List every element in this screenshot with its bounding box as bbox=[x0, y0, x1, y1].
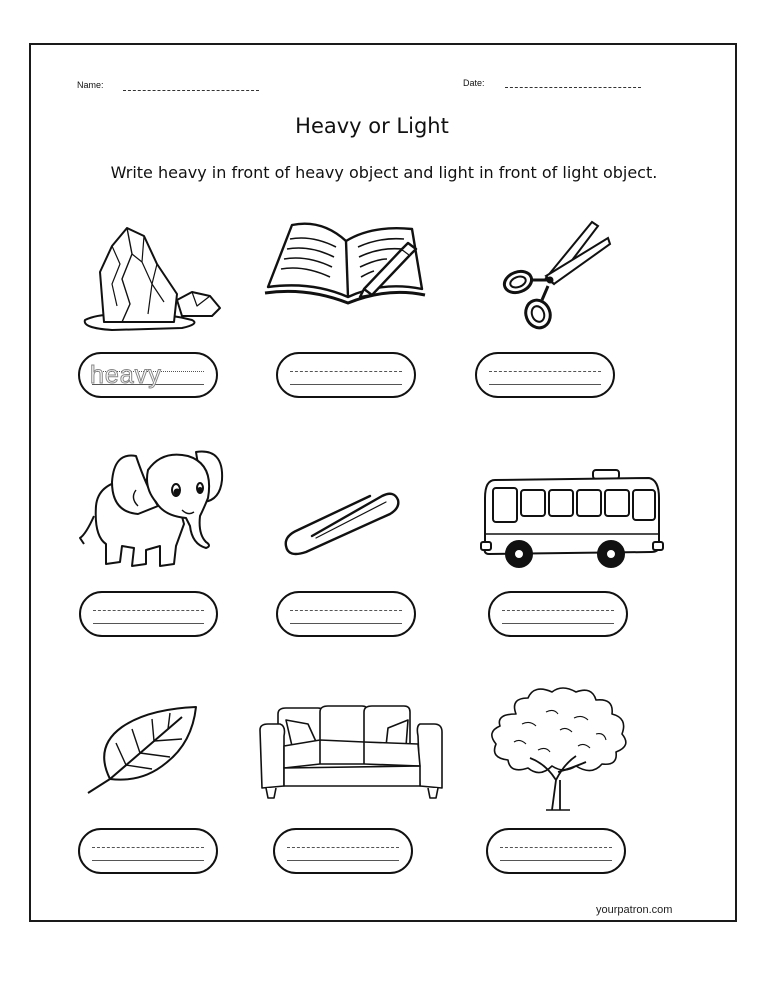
name-label: Name: bbox=[77, 80, 104, 90]
answer-box-3[interactable] bbox=[475, 352, 615, 398]
page-title: Heavy or Light bbox=[295, 114, 449, 138]
instructions: Write heavy in front of heavy object and light in front of light object. bbox=[110, 163, 658, 182]
book-icon bbox=[262, 217, 427, 307]
answer-box-1[interactable] bbox=[78, 352, 218, 398]
leaf-icon bbox=[86, 703, 201, 795]
name-field[interactable] bbox=[123, 90, 259, 91]
sofa-icon bbox=[258, 706, 446, 802]
bus-icon bbox=[481, 468, 665, 572]
answer-box-6[interactable] bbox=[488, 591, 628, 637]
date-field[interactable] bbox=[505, 87, 641, 88]
tree-icon bbox=[486, 684, 636, 812]
answer-box-5[interactable] bbox=[276, 591, 416, 637]
answer-box-9[interactable] bbox=[486, 828, 626, 874]
traced-answer: heavy bbox=[90, 361, 162, 389]
elephant-icon bbox=[76, 446, 226, 572]
scissors-icon bbox=[500, 218, 615, 330]
rock-icon bbox=[82, 224, 222, 334]
date-label: Date: bbox=[463, 78, 485, 88]
answer-box-4[interactable] bbox=[79, 591, 218, 637]
answer-box-8[interactable] bbox=[273, 828, 413, 874]
footer-watermark: yourpatron.com bbox=[596, 904, 673, 916]
paperclip-icon bbox=[282, 486, 402, 556]
answer-box-7[interactable] bbox=[78, 828, 218, 874]
answer-box-2[interactable] bbox=[276, 352, 416, 398]
